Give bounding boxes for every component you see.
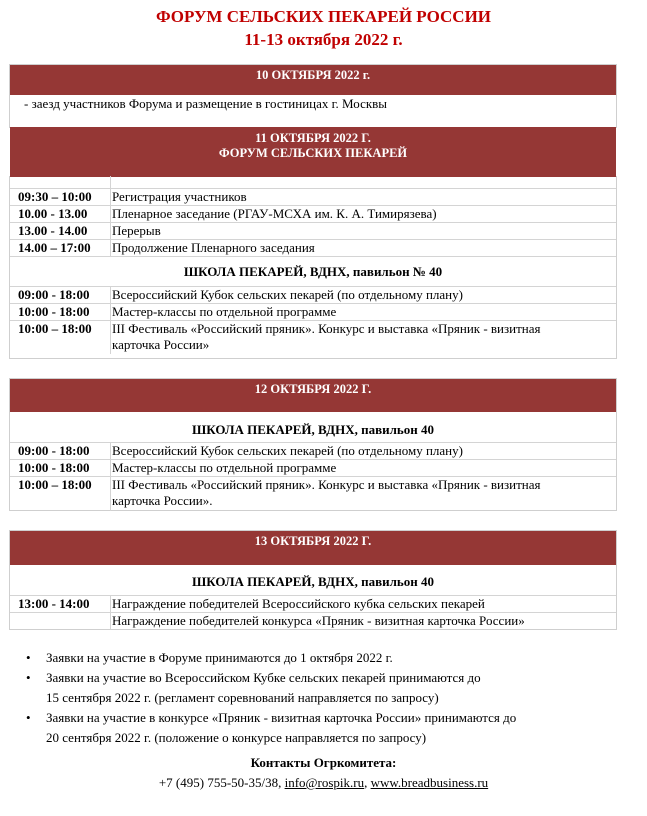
session-text: Перерыв	[110, 223, 608, 239]
award-text: Награждение победителей конкурса «Пряник - визитная карточка России»	[110, 613, 608, 629]
session-time: 09:30 – 10:00	[18, 189, 92, 204]
school-text: Всероссийский Кубок сельских пекарей (по отдельному плану)	[110, 443, 608, 459]
note-item	[20, 648, 620, 668]
contacts-phone: +7 (495) 755-50-35/38,	[158, 775, 285, 790]
note-text: 20 сентября 2022 г. (положение о конкурсе направляется по запросу)	[46, 730, 427, 745]
school-text: Мастер-классы по отдельной программе	[110, 304, 608, 320]
contacts-email-link[interactable]: info@rospik.ru	[284, 775, 365, 790]
school-text-line: III Фестиваль «Российский пряник». Конкурс и выставка «Пряник - визитная	[112, 477, 541, 492]
page-subtitle: 11-13 октября 2022 г.	[244, 30, 403, 49]
school-row	[10, 442, 616, 459]
school-time: 10:00 - 18:00	[18, 304, 90, 319]
school-text: Мастер-классы по отдельной программе	[110, 460, 608, 476]
note-text: Заявки на участие в конкурсе «Пряник - визитная карточка России» принимаются до	[46, 710, 517, 725]
award-time: 13:00 - 14:00	[18, 596, 90, 611]
notes-list	[20, 648, 620, 748]
bullet-icon: •	[26, 650, 31, 665]
award-row	[10, 595, 616, 612]
school-row	[10, 459, 616, 476]
session-row	[10, 222, 616, 239]
day-11-october-table	[9, 176, 617, 359]
note-text: Заявки на участие во Всероссийском Кубке сельских пекарей принимаются до	[46, 670, 481, 685]
empty-row	[10, 176, 616, 188]
day-12-october-heading: 12 ОКТЯБРЯ 2022 Г.	[10, 379, 616, 412]
session-text: Продолжение Пленарного заседания	[110, 240, 608, 256]
session-time: 13.00 - 14.00	[18, 223, 88, 238]
school-text	[110, 477, 608, 511]
page-title: ФОРУМ СЕЛЬСКИХ ПЕКАРЕЙ РОССИИ	[155, 7, 492, 26]
bullet-icon: •	[26, 670, 31, 685]
contacts-site-link[interactable]: www.breadbusiness.ru	[370, 775, 489, 790]
note-item	[20, 668, 620, 708]
school-time: 09:00 - 18:00	[18, 287, 90, 302]
school-text-line: карточка России»	[112, 337, 210, 352]
session-text: Регистрация участников	[110, 189, 608, 205]
contacts-heading: Контакты Огркомитета:	[250, 755, 397, 770]
school-row	[10, 286, 616, 303]
school-time: 10:00 – 18:00	[18, 477, 92, 492]
school-text-line: III Фестиваль «Российский пряник». Конкурс и выставка «Пряник - визитная	[112, 321, 541, 336]
school-text	[110, 321, 608, 354]
school-text-line: карточка России».	[112, 493, 213, 508]
day-11-october-heading	[10, 127, 616, 177]
school-heading: ШКОЛА ПЕКАРЕЙ, ВДНХ, павильон 40	[191, 422, 435, 437]
school-heading: ШКОЛА ПЕКАРЕЙ, ВДНХ, павильон № 40	[10, 256, 616, 286]
contacts-separator: ,	[364, 775, 371, 790]
school-row	[10, 303, 616, 320]
school-time: 10:00 – 18:00	[18, 321, 92, 336]
note-item	[20, 708, 620, 748]
day-10-october-table	[9, 64, 617, 160]
day-11-heading-forum: ФОРУМ СЕЛЬСКИХ ПЕКАРЕЙ	[218, 146, 408, 160]
session-text: Пленарное заседание (РГАУ-МСХА им. К. А. Тимирязева)	[110, 206, 608, 222]
session-time: 10.00 - 13.00	[18, 206, 88, 221]
session-row	[10, 188, 616, 205]
day-12-october-table	[9, 378, 617, 511]
arrival-item: - заезд участников Форума и размещение в гостиницах г. Москвы	[24, 96, 388, 111]
school-text: Всероссийский Кубок сельских пекарей (по отдельному плану)	[110, 287, 608, 303]
session-row	[10, 205, 616, 222]
day-13-october-table	[9, 530, 617, 630]
award-row	[10, 612, 616, 629]
school-row	[10, 476, 616, 510]
note-text: 15 сентября 2022 г. (регламент соревнований направляется по запросу)	[46, 690, 439, 705]
day-13-october-heading: 13 ОКТЯБРЯ 2022 Г.	[10, 531, 616, 565]
school-heading: ШКОЛА ПЕКАРЕЙ, ВДНХ, павильон 40	[191, 574, 435, 589]
day-11-heading-date: 11 ОКТЯБРЯ 2022 Г.	[255, 131, 371, 145]
school-time: 09:00 - 18:00	[18, 443, 90, 458]
contacts-line	[0, 773, 647, 793]
session-row	[10, 239, 616, 256]
day-10-october-heading: 10 ОКТЯБРЯ 2022 г.	[10, 65, 616, 95]
school-row	[10, 320, 616, 353]
school-time: 10:00 - 18:00	[18, 460, 90, 475]
bullet-icon: •	[26, 710, 31, 725]
session-time: 14.00 – 17:00	[18, 240, 91, 255]
award-text: Награждение победителей Всероссийского кубка сельских пекарей	[110, 596, 608, 612]
note-text: Заявки на участие в Форуме принимаются до 1 октября 2022 г.	[46, 650, 393, 665]
